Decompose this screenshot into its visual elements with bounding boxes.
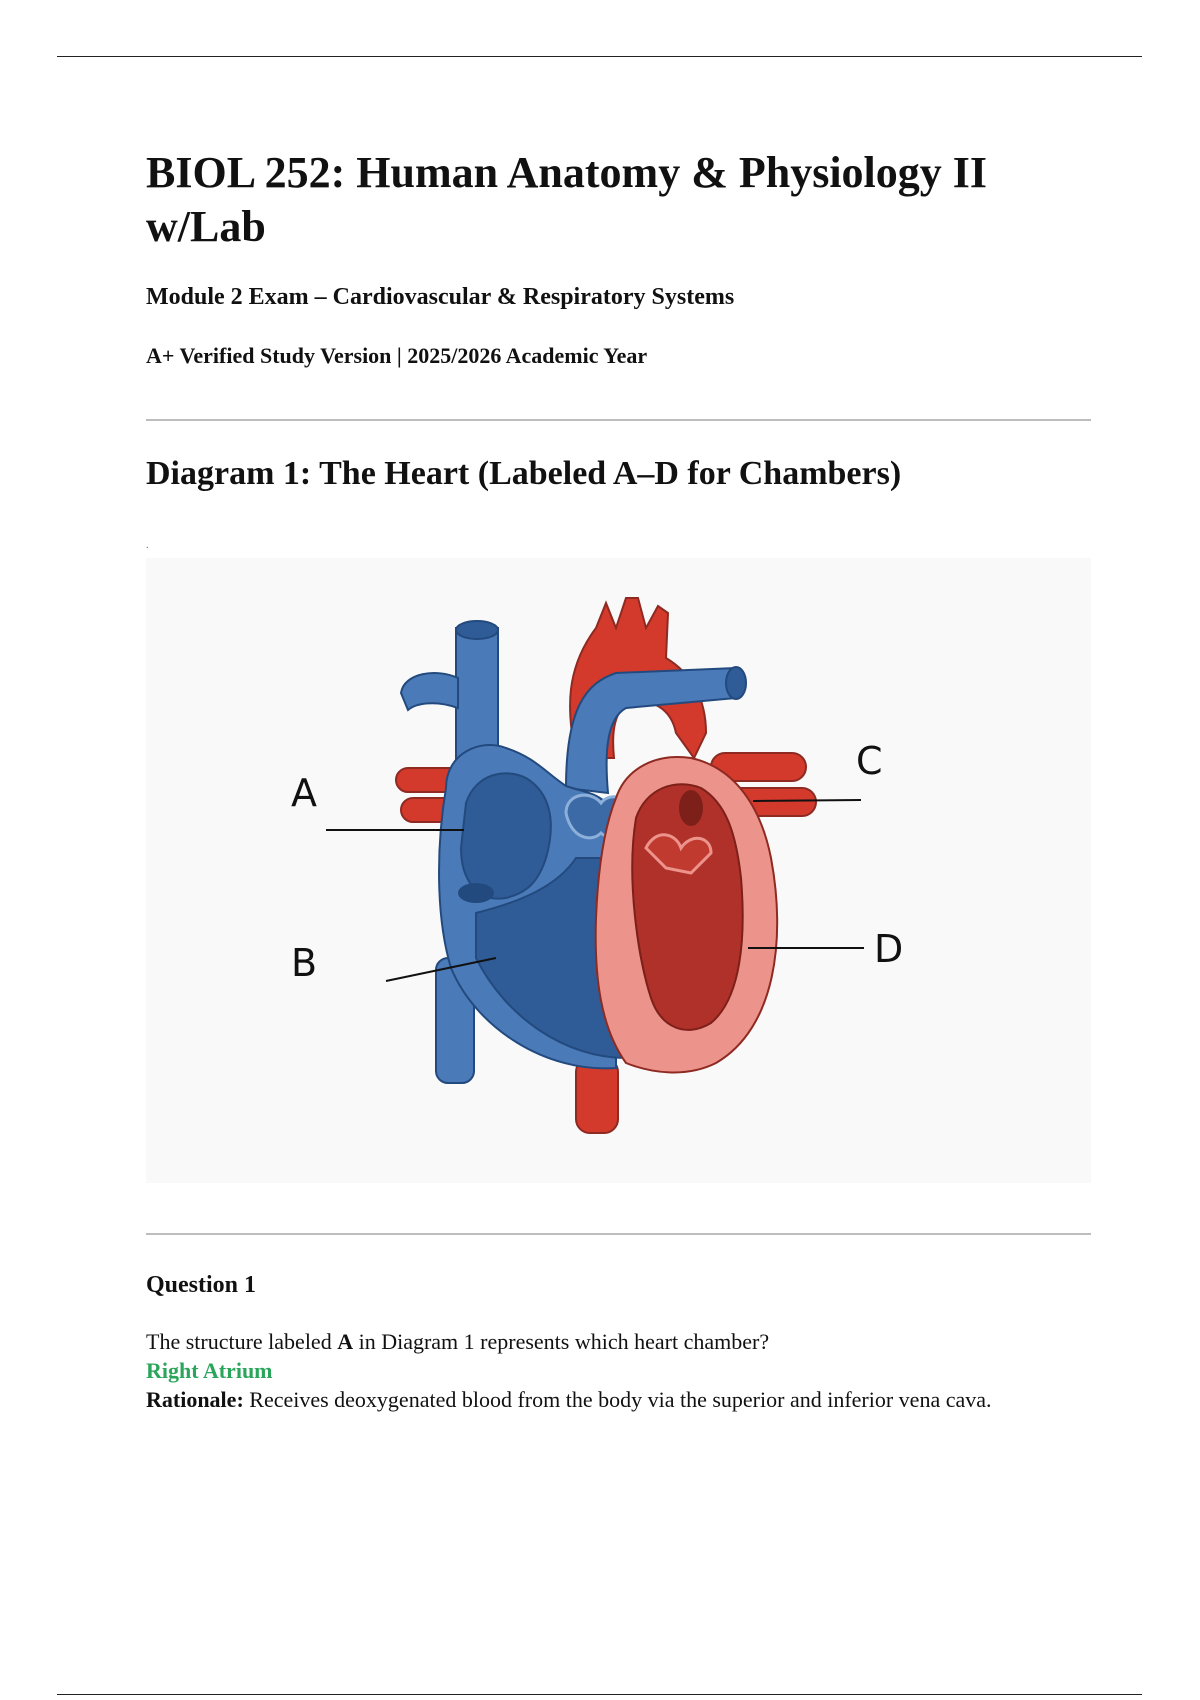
rationale-text: Receives deoxygenated blood from the body via the superior and inferior vena cava. xyxy=(243,1387,992,1412)
heart-diagram xyxy=(146,558,1091,1183)
rationale-label: Rationale: xyxy=(146,1387,244,1412)
leader-line-c xyxy=(753,800,861,801)
brachiocephalic-vein xyxy=(401,673,458,710)
document-subtitle: Module 2 Exam – Cardiovascular & Respiratory Systems xyxy=(146,284,735,310)
label-c: C xyxy=(856,739,883,783)
version-line: A+ Verified Study Version | 2025/2026 Academic Year xyxy=(146,343,648,368)
descending-aorta xyxy=(576,1058,618,1133)
label-b: B xyxy=(291,941,318,985)
section-divider xyxy=(146,1233,1091,1235)
label-d: D xyxy=(874,927,904,971)
heart-illustration xyxy=(146,558,1091,1183)
label-a: A xyxy=(291,771,317,815)
page-bottom-rule xyxy=(57,1694,1142,1695)
question-heading: Question 1 xyxy=(146,1272,257,1298)
document-title: BIOL 252: Human Anatomy & Physiology II w/Lab xyxy=(146,148,988,251)
question-prompt-start: The structure labeled xyxy=(146,1329,338,1354)
question-prompt-label: A xyxy=(337,1329,354,1354)
answer-text: Right Atrium xyxy=(146,1358,273,1383)
stray-mark: . xyxy=(146,540,149,551)
section-divider xyxy=(146,419,1091,421)
page-top-rule xyxy=(57,56,1142,57)
question-block xyxy=(146,1327,1091,1414)
question-prompt-end: in Diagram 1 represents which heart chamber? xyxy=(353,1329,770,1354)
diagram-heading: Diagram 1: The Heart (Labeled A–D for Chambers) xyxy=(146,455,902,492)
